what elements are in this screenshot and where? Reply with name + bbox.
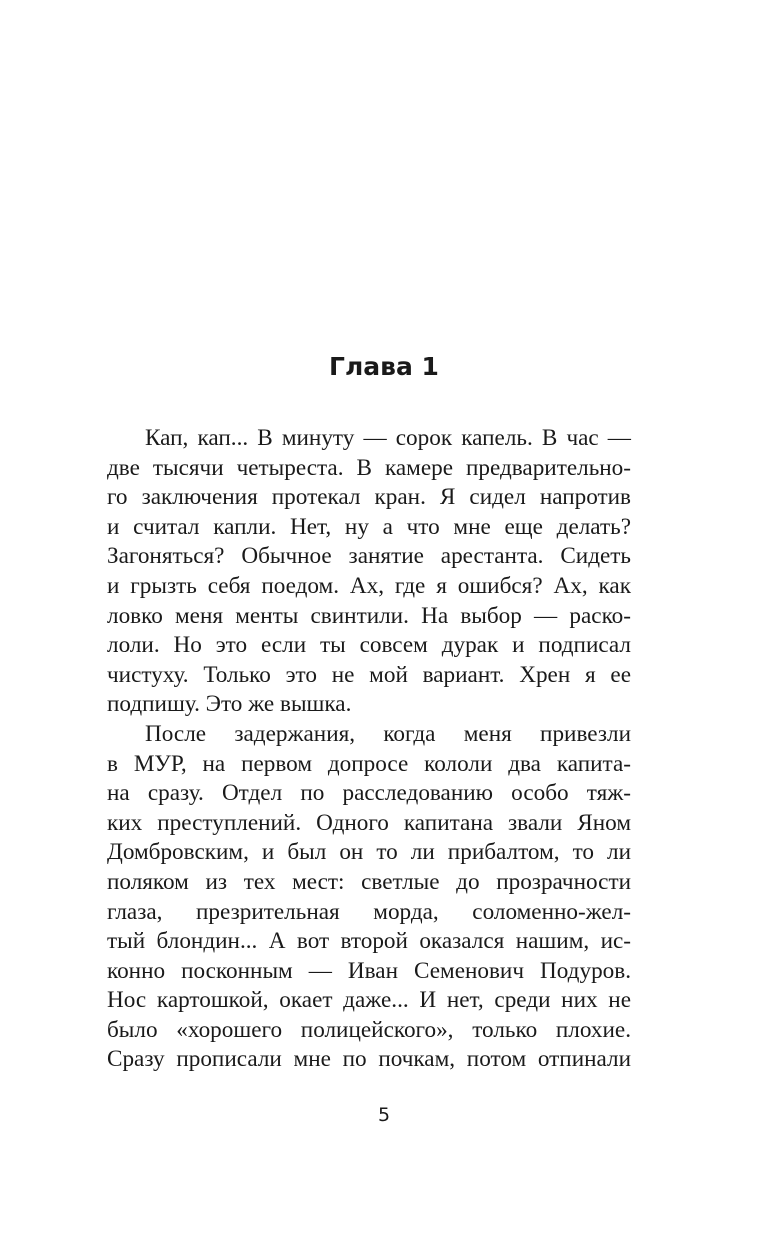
text-line: Домбровским, и был он то ли прибалтом, то ли (107, 839, 631, 866)
text-line: глаза, презрительная морда, соломенно-жел- (107, 898, 631, 925)
chapter-title: Глава 1 (329, 352, 439, 381)
text-line: и считал капли. Нет, ну а что мне еще делать? (107, 513, 631, 540)
text-line: Нос картошкой, окает даже... И нет, среди них не (107, 987, 631, 1014)
text-line: Сразу прописали мне по почкам, потом отпинали (107, 1046, 631, 1073)
text-line: поляком из тех мест: светлые до прозрачности (107, 868, 631, 895)
text-line: на сразу. Отдел по расследованию особо тяж- (107, 780, 631, 807)
text-line: тый блондин... А вот второй оказался нашим, ис- (107, 928, 631, 955)
text-line: лоли. Но это если ты совсем дурак и подписал (107, 632, 631, 659)
text-line: подпишу. Это же вышка. (107, 691, 352, 718)
text-line: Кап, кап... В минуту — сорок капель. В час — (145, 425, 631, 451)
text-line: в МУР, на первом допросе кололи два капита- (107, 750, 631, 777)
text-line: го заключения протекал кран. Я сидел напротив (107, 484, 631, 511)
text-line: конно посконным — Иван Семенович Подуров. (107, 957, 631, 984)
page-number: 5 (377, 1104, 391, 1126)
chapter-body (107, 424, 631, 1075)
text-line: ловко меня менты свинтили. На выбор — раско- (107, 602, 631, 629)
text-line: и грызть себя поедом. Ах, где я ошибся? Ах, как (107, 572, 631, 599)
text-line: ких преступлений. Одного капитана звали Яном (107, 809, 631, 836)
text-line: Загоняться? Обычное занятие арестанта. Сидеть (107, 543, 631, 570)
paragraph (107, 720, 631, 1075)
text-line: После задержания, когда меня привезли (145, 720, 631, 747)
text-line: две тысячи четыреста. В камере предварительно- (107, 454, 631, 481)
text-line: чистуху. Только это не мой вариант. Хрен я ее (107, 661, 631, 688)
paragraph (107, 424, 631, 720)
text-line: было «хорошего полицейского», только плохие. (107, 1016, 631, 1043)
